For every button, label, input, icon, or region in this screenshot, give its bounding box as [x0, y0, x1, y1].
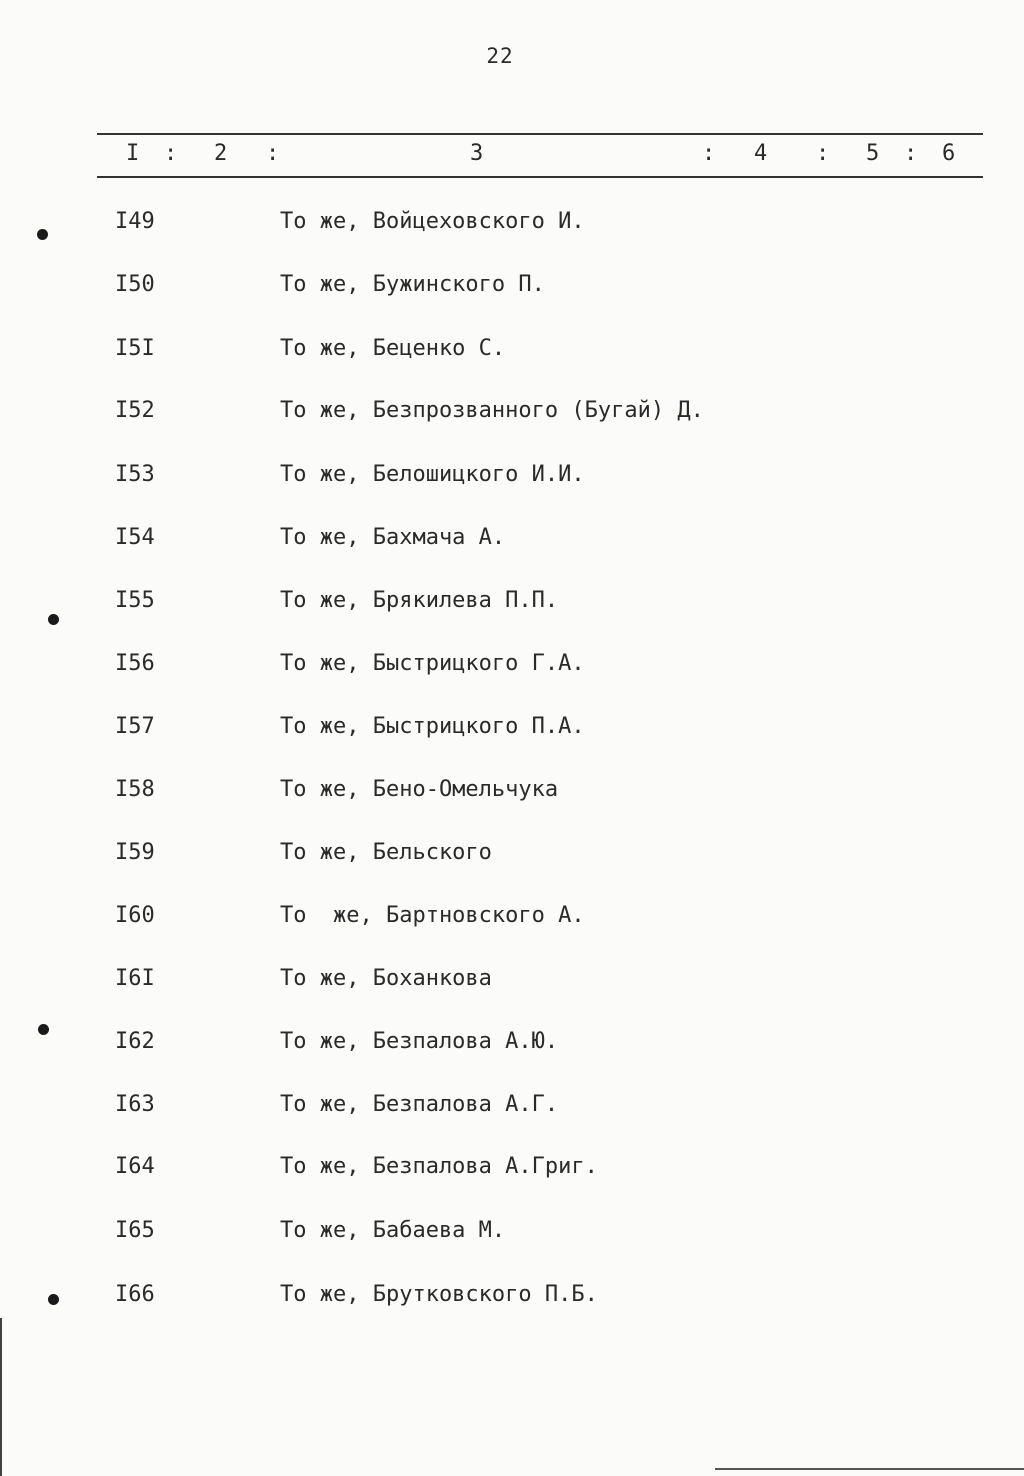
header-col-5: 5 [866, 141, 880, 166]
row-text: То же, Безпалова А.Ю. [280, 1029, 559, 1054]
row-text: То же, Бено-Омельчука [280, 777, 559, 802]
binding-hole-mark [48, 614, 59, 625]
header-separator: : [816, 141, 830, 166]
table-row [0, 840, 1024, 880]
table-row [0, 903, 1024, 943]
table-row [0, 588, 1024, 628]
row-text: То же, Безпрозванного (Бугай) Д. [280, 398, 704, 423]
row-number: I53 [115, 462, 155, 487]
table-row [0, 1154, 1024, 1194]
row-text: То же, Бахмача А. [280, 525, 506, 550]
row-text: То же, Быстрицкого П.А. [280, 714, 585, 739]
row-text: То же, Боханкова [280, 966, 492, 991]
header-separator: : [266, 141, 280, 166]
table-row [0, 398, 1024, 438]
table-row [0, 462, 1024, 502]
table-row [0, 525, 1024, 565]
binding-hole-mark [48, 1294, 59, 1305]
header-separator: : [164, 141, 178, 166]
row-number: I60 [115, 903, 155, 928]
row-number: I64 [115, 1154, 155, 1179]
row-number: I52 [115, 398, 155, 423]
row-text: То же, Бужинского П. [280, 272, 545, 297]
header-separator: : [702, 141, 716, 166]
row-number: I62 [115, 1029, 155, 1054]
table-row [0, 714, 1024, 754]
table-row [0, 777, 1024, 817]
row-number: I50 [115, 272, 155, 297]
row-text: То же, Бартновского А. [280, 903, 585, 928]
row-number: I6I [115, 966, 155, 991]
row-number: I55 [115, 588, 155, 613]
table-row [0, 966, 1024, 1006]
header-separator: : [904, 141, 918, 166]
row-number: I56 [115, 651, 155, 676]
row-text: То же, Бельского [280, 840, 492, 865]
header-col-4: 4 [754, 141, 768, 166]
row-number: I59 [115, 840, 155, 865]
row-number: I63 [115, 1092, 155, 1117]
table-row [0, 1282, 1024, 1322]
row-text: То же, Безпалова А.Г. [280, 1092, 559, 1117]
row-number: I66 [115, 1282, 155, 1307]
row-number: I49 [115, 209, 155, 234]
header-col-1: I [126, 141, 140, 166]
table-header-top-rule [97, 133, 983, 135]
table-row [0, 209, 1024, 249]
row-number: I5I [115, 336, 155, 361]
table-row [0, 272, 1024, 312]
header-col-6: 6 [942, 141, 956, 166]
row-text: То же, Беценко С. [280, 336, 506, 361]
row-text: То же, Безпалова А.Григ. [280, 1154, 598, 1179]
row-number: I57 [115, 714, 155, 739]
binding-hole-mark [38, 1024, 49, 1035]
header-col-3: 3 [470, 141, 484, 166]
row-text: То же, Брякилева П.П. [280, 588, 559, 613]
table-row [0, 336, 1024, 376]
page-edge-line [0, 1318, 2, 1476]
row-number: I65 [115, 1218, 155, 1243]
table-header-bottom-rule [97, 176, 983, 178]
row-number: I58 [115, 777, 155, 802]
row-text: То же, Быстрицкого Г.А. [280, 651, 585, 676]
table-row [0, 1218, 1024, 1258]
table-row [0, 1092, 1024, 1132]
row-text: То же, Брутковского П.Б. [280, 1282, 598, 1307]
table-row [0, 1029, 1024, 1069]
page-bottom-line [715, 1468, 1024, 1470]
row-text: То же, Белошицкого И.И. [280, 462, 585, 487]
row-text: То же, Войцеховского И. [280, 209, 585, 234]
row-number: I54 [115, 525, 155, 550]
binding-hole-mark [37, 229, 48, 240]
page-number: 22 [486, 44, 514, 68]
header-col-2: 2 [214, 141, 228, 166]
row-text: То же, Бабаева М. [280, 1218, 506, 1243]
table-row [0, 651, 1024, 691]
